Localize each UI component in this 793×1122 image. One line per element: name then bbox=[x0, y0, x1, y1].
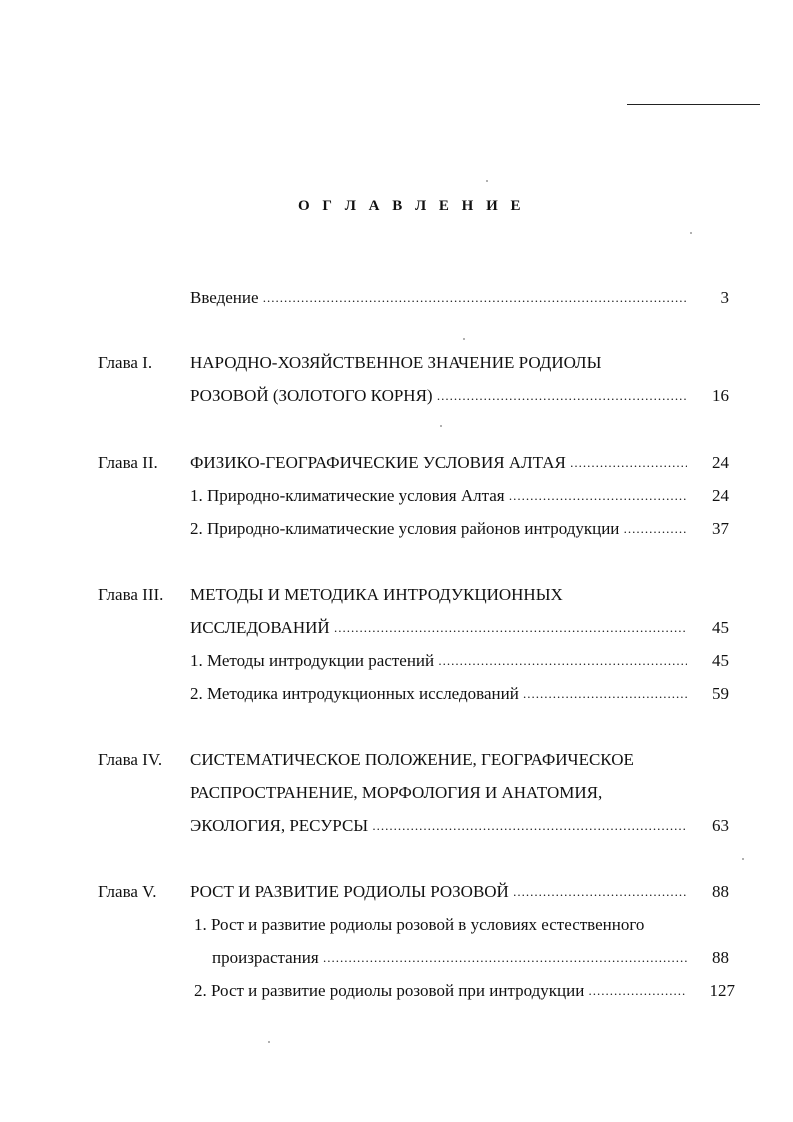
section-title: 2. Рост и развитие родиолы розовой при интродукции ..... bbox=[194, 979, 687, 1003]
chapter-label: Глава II. bbox=[98, 453, 158, 472]
toc-intro-text: Введение ..... bbox=[190, 286, 687, 310]
scan-speck bbox=[268, 1041, 270, 1043]
toc-chapter-2[interactable] bbox=[0, 451, 793, 475]
toc-intro-page: 3 bbox=[720, 288, 729, 307]
chapter-label: Глава V. bbox=[98, 882, 157, 901]
scan-speck bbox=[690, 232, 692, 234]
section-page: 24 bbox=[712, 486, 729, 505]
toc-title: О Г Л А В Л Е Н И Е bbox=[298, 198, 525, 214]
chapter-page: 16 bbox=[712, 386, 729, 405]
toc-chapter-1[interactable] bbox=[0, 351, 793, 375]
section-title: произрастания ..... bbox=[212, 946, 687, 970]
toc-chapter-4-cont-1[interactable] bbox=[0, 781, 793, 805]
chapter-page: 63 bbox=[712, 816, 729, 835]
toc-chapter-5[interactable] bbox=[0, 880, 793, 904]
section-page: 88 bbox=[712, 948, 729, 967]
toc-chapter-3[interactable] bbox=[0, 583, 793, 607]
chapter-title-line: МЕТОДЫ И МЕТОДИКА ИНТРОДУКЦИОННЫХ bbox=[190, 585, 563, 604]
header-rule bbox=[627, 104, 760, 105]
toc-chapter-3-cont[interactable] bbox=[0, 616, 793, 640]
chapter-title-line: ЭКОЛОГИЯ, РЕСУРСЫ ..... bbox=[190, 814, 687, 838]
chapter-label: Глава IV. bbox=[98, 750, 163, 769]
toc-section-5-2[interactable] bbox=[0, 979, 793, 1003]
toc-section-3-2[interactable] bbox=[0, 682, 793, 706]
toc-section-2-1[interactable] bbox=[0, 484, 793, 508]
toc-section-5-1[interactable] bbox=[0, 913, 793, 937]
scan-speck bbox=[486, 180, 488, 182]
toc-chapter-4[interactable] bbox=[0, 748, 793, 772]
section-page: 37 bbox=[712, 519, 729, 538]
toc-intro[interactable] bbox=[0, 286, 793, 310]
chapter-page: 88 bbox=[712, 882, 729, 901]
chapter-page: 24 bbox=[712, 453, 729, 472]
section-title: 1. Рост и развитие родиолы розовой в условиях естественного bbox=[194, 915, 645, 934]
chapter-label: Глава III. bbox=[98, 585, 164, 604]
chapter-title-line: РОЗОВОЙ (ЗОЛОТОГО КОРНЯ) ..... bbox=[190, 384, 687, 408]
section-page: 127 bbox=[709, 981, 735, 1000]
chapter-label: Глава I. bbox=[98, 353, 153, 372]
scan-speck bbox=[742, 858, 744, 860]
chapter-title-line: ИССЛЕДОВАНИЙ ..... bbox=[190, 616, 687, 640]
toc-chapter-1-cont[interactable] bbox=[0, 384, 793, 408]
chapter-title-line: РАСПРОСТРАНЕНИЕ, МОРФОЛОГИЯ И АНАТОМИЯ, bbox=[190, 783, 603, 802]
section-page: 59 bbox=[712, 684, 729, 703]
scan-speck bbox=[440, 425, 442, 427]
section-title: 1. Природно-климатические условия Алтая ..... bbox=[190, 484, 687, 508]
section-title: 1. Методы интродукции растений ..... bbox=[190, 649, 687, 673]
chapter-title-line: РОСТ И РАЗВИТИЕ РОДИОЛЫ РОЗОВОЙ ..... bbox=[190, 880, 687, 904]
chapter-page: 45 bbox=[712, 618, 729, 637]
chapter-title-line: СИСТЕМАТИЧЕСКОЕ ПОЛОЖЕНИЕ, ГЕОГРАФИЧЕСКОЕ bbox=[190, 750, 634, 769]
chapter-title-line: ФИЗИКО-ГЕОГРАФИЧЕСКИЕ УСЛОВИЯ АЛТАЯ ..... bbox=[190, 451, 687, 475]
toc-section-5-1-cont[interactable] bbox=[0, 946, 793, 970]
toc-chapter-4-cont-2[interactable] bbox=[0, 814, 793, 838]
scan-speck bbox=[463, 338, 465, 340]
section-page: 45 bbox=[712, 651, 729, 670]
section-title: 2. Природно-климатические условия районов интродукции ..... bbox=[190, 517, 687, 541]
chapter-title-line: НАРОДНО-ХОЗЯЙСТВЕННОЕ ЗНАЧЕНИЕ РОДИОЛЫ bbox=[190, 353, 602, 372]
section-title: 2. Методика интродукционных исследований ..... bbox=[190, 682, 687, 706]
toc-section-3-1[interactable] bbox=[0, 649, 793, 673]
toc-section-2-2[interactable] bbox=[0, 517, 793, 541]
